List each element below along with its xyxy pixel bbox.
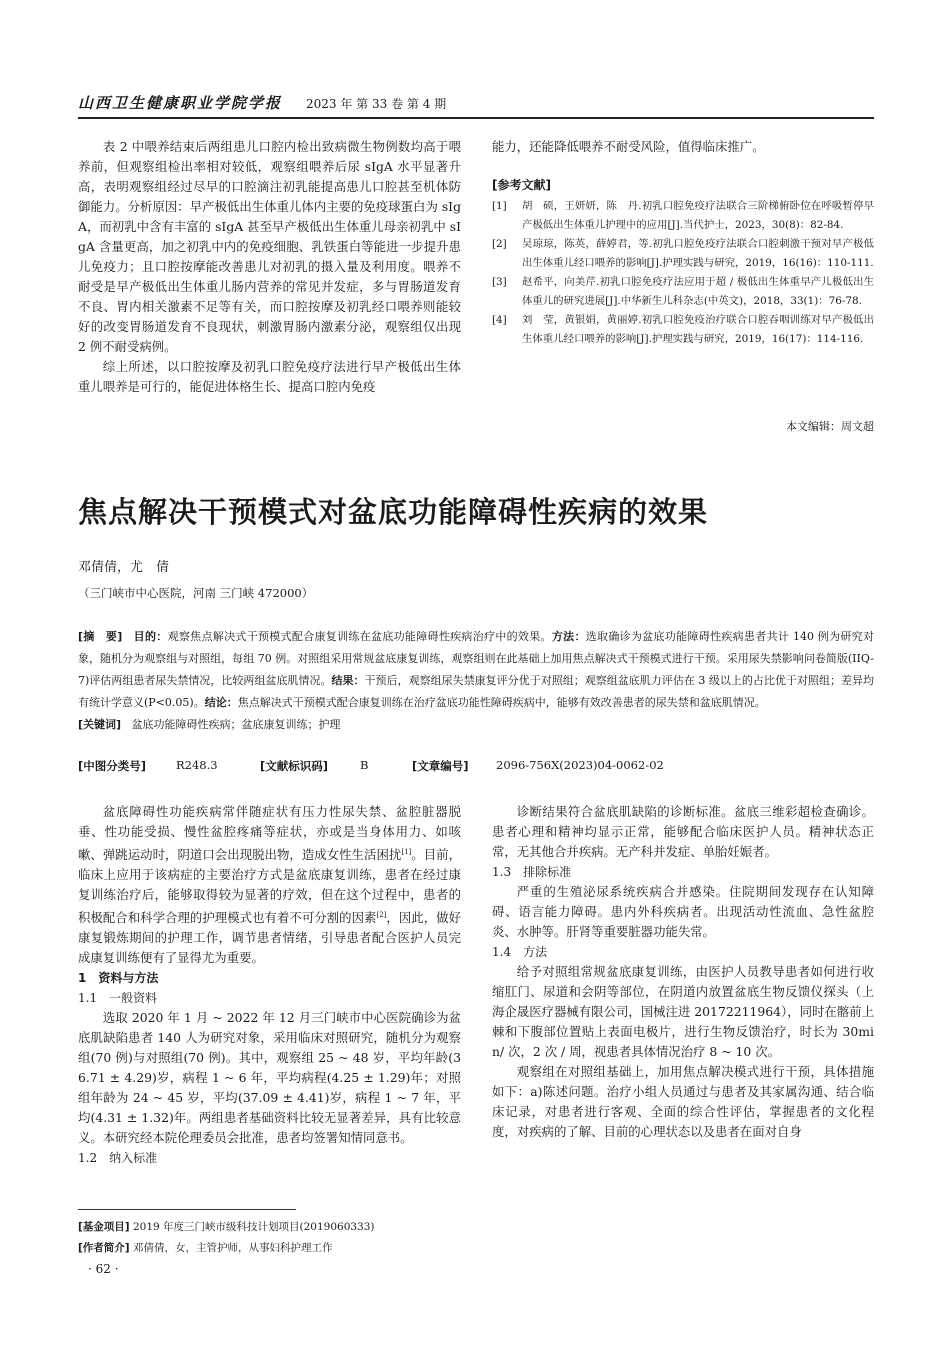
intro-text: 盆底障碍性功能疾病常伴随症状有压力性尿失禁、盆腔脏器脱垂、性功能受损、慢性盆腔疼痛等症状，亦或是当身体用力、如咳嗽、弹跳运动时，阴道口会出现脱出物，造成女性生活困扰 (78, 804, 461, 863)
journal-name: 山西卫生健康职业学院学报 (78, 94, 283, 112)
article-no-label: [文章编号] (412, 759, 469, 773)
reference-item (492, 311, 874, 349)
article-title: 焦点解决干预模式对盆底功能障碍性疾病的效果 (78, 495, 709, 529)
reference-number: [1] (492, 200, 507, 212)
body-left-column (78, 802, 461, 1168)
reference-item (492, 197, 874, 235)
clc-value: R248.3 (176, 758, 218, 772)
doc-code-value: B (360, 758, 369, 772)
method-text: 选取确诊为盆底功能障碍性疾病患者共计 140 例为研究对象，随机分为观察组与对照组，每组 70 例。对照组采用常规盆底康复训练，观察组则在此基础上加用焦点解决式干预模式进行干预。采用尿失禁影响问卷简版(IIQ-7)评估两组患者尿失禁情况，比较两组盆底肌情况。 (78, 630, 874, 687)
method-label: 方法： (551, 630, 586, 643)
author-bio-label: [作者简介] (78, 1242, 130, 1254)
citation: [2] (376, 911, 387, 920)
body-paragraph: 选取 2020 年 1 月 ~ 2022 年 12 月三门峡市中心医院确诊为盆底肌缺陷患者 140 人为研究对象，采用临床对照研究，随机分为观察组(70 例)与对照组(70 例)。其中，观察组 25 ~ 48 岁，平均年龄(36.71 ± 4.29)岁，病程 1 ~ 6 年，平均病程(4.25 ± 1.29)年；对照组年龄为 24 ~ 45 岁，平均(37.09 ± 4.41)岁，病程 1 ~ 7 年，平均(4.31 ± 1.32)年。两组患者基础资料比较无显著差异，具有比较意义。本研究经本院伦理委员会批准，患者均签署知情同意书。 (78, 1010, 461, 1146)
objective-label: 目的： (133, 630, 168, 643)
fund-text: 2019 年度三门峡市级科技计划项目(2019060333) (132, 1221, 375, 1233)
prev-article-left-column (78, 137, 461, 397)
subsection-heading: 1.2 纳入标准 (78, 1151, 158, 1166)
header-rule (78, 117, 874, 119)
result-text: 干预后，观察组尿失禁康复评分优于对照组；观察组盆底肌力评估在 3 级以上的占比优于对照组；差异均有统计学意义(P<0.05)。 (78, 674, 874, 709)
reference-number: [4] (492, 314, 507, 326)
reference-text: 赵希平，向美芹.初乳口腔免疫疗法应用于超 / 极低出生体重早产儿极低出生体重儿的研究进展[J].中华新生儿科杂志(中英文)，2018，33(1)：76-78. (522, 276, 874, 307)
references-title: [参考文献] (492, 178, 551, 192)
intro-text: ，因此，做好康复锻炼期间的护理工作，调节患者情绪，引导患者配合医护人员完成康复训练便有了显得尤为重要。 (78, 910, 462, 966)
fund-label: [基金项目] (78, 1221, 130, 1233)
classification-row (78, 758, 874, 776)
result-label: 结果： (331, 674, 365, 687)
reference-number: [2] (492, 238, 507, 250)
intro-paragraph (78, 802, 461, 968)
subsection-heading: 1.3 排除标准 (492, 865, 572, 879)
article-no-value: 2096-756X(2023)04-0062-02 (496, 758, 664, 772)
reference-text: 胡 硕，王妍妍，陈 丹.初乳口腔免疫疗法联合三阶梯俯卧位在呼吸暂停早产极低出生体重儿护理中的应用[J].当代护士，2023，30(8)：82-84. (522, 200, 874, 231)
prev-paragraph: 综上所述，以口腔按摩及初乳口腔免疫疗法进行早产极低出生体重儿喂养是可行的，能促进体格生长、提高口腔内免疫 (78, 359, 461, 394)
page-number: · 62 · (88, 1262, 119, 1276)
reference-text: 刘 莹，黄银娟，黄丽婷.初乳口腔免疫治疗联合口腔吞咽训练对早产极低出生体重儿经口喂养的影响[J].护理实践与研究，2019，16(17)：114-116. (522, 314, 874, 345)
body-paragraph: 诊断结果符合盆底肌缺陷的诊断标准。盆底三维彩超检查确诊。患者心理和精神均显示正常，能够配合临床医护人员。精神状态正常，无其他合并疾病。无产科并发症、单胎妊娠者。 (492, 804, 874, 859)
reference-number: [3] (492, 276, 507, 288)
abstract-label: [摘 要] (78, 630, 123, 643)
issue-info: 2023 年 第 33 卷 第 4 期 (306, 97, 447, 111)
section-heading: 1 资料与方法 (78, 971, 159, 986)
prev-paragraph: 表 2 中喂养结束后两组患儿口腔内检出致病微生物例数均高于喂养前，但观察组检出率相对较低，观察组喂养后尿 sIgA 水平显著升高，表明观察组经过尽早的口腔滴注初乳能提高患儿口腔甚至机体防御能力。分析原因：早产极低出生体重儿体内主要的免疫球蛋白为 sIgA，而初乳中含有丰富的 sIgA 甚至早产极低出生体重儿母亲初乳中 sIgA 含量更高，加之初乳中内的免疫细胞、乳铁蛋白等能进一步提升患儿免疫力；且口腔按摩能改善患儿对初乳的摄入量及利用度。喂养不耐受是早产极低出生体重儿肠内营养的常见并发症，多与胃肠道发育不良、胃内相关激素不足等有关，而口腔按摩及初乳经口喂养则能较好的改变胃肠道发育不良现状，刺激胃肠内激素分泌，观察组仅出现 2 例不耐受病例。 (78, 139, 461, 354)
editor-credit: 本文编辑：周文超 (786, 420, 874, 433)
author-bio-note (78, 1240, 332, 1255)
keywords-row (78, 714, 874, 736)
citation: [1] (401, 848, 412, 856)
keywords-label: [关键词] (78, 718, 122, 731)
subsection-heading: 1.4 方法 (492, 945, 548, 959)
article-affiliation: （三门峡市中心医院，河南 三门峡 472000） (78, 586, 314, 600)
keywords: 盆底功能障碍性疾病；盆底康复训练；护理 (131, 718, 341, 731)
subsection-heading: 1.1 一般资料 (78, 991, 158, 1006)
author-bio-text: 邓倩倩，女，主管护师，从事妇科护理工作 (132, 1242, 333, 1254)
clc-label: [中图分类号] (78, 759, 147, 773)
prev-article-right-column (492, 137, 874, 437)
doc-code-label: [文献标识码] (260, 759, 329, 773)
reference-item (492, 235, 874, 273)
prev-paragraph: 能力，还能降低喂养不耐受风险，值得临床推广。 (492, 139, 765, 154)
conclusion-label: 结论： (204, 696, 238, 709)
conclusion-text: 焦点解决式干预模式配合康复训练在治疗盆底功能性障碍疾病中，能够有效改善患者的尿失禁和盆底肌情况。 (237, 696, 766, 709)
abstract (78, 626, 874, 736)
intro-text: 。目前，临床上应用于该病症的主要治疗方式是盆底康复训练，患者在经过康复训练治疗后，能够取得较为显著的疗效，但在这个过程中，患者的积极配合和科学合理的护理模式也有着不可分割的因素 (78, 847, 462, 926)
fund-note (78, 1219, 375, 1234)
footnote-rule (78, 1209, 296, 1210)
objective-text: 观察焦点解决式干预模式配合康复训练在盆底功能障碍性疾病治疗中的效果。 (167, 630, 552, 643)
reference-text: 吴琼琼，陈英，薛婷君，等.初乳口腔免疫疗法联合口腔刺激干预对早产极低出生体重儿经口喂养的影响[J].护理实践与研究，2019，16(16)：110-111. (522, 238, 874, 269)
article-authors: 邓倩倩，尤 倩 (78, 560, 170, 575)
body-right-column (492, 802, 874, 1142)
body-paragraph: 给予对照组常规盆底康复训练，由医护人员教导患者如何进行收缩肛门、尿道和会阴等部位，在阴道内放置盆底生物反馈仪探头（上海企晟医疗器械有限公司，国械注进 20172211964），同时在髂前上棘和下腹部位置贴上表面电极片，进行生物反馈治疗，时长为 30min/ 次，2 次 / 周，视患者具体情况治疗 8 ~ 10 次。 (492, 964, 874, 1059)
reference-item (492, 273, 874, 311)
body-paragraph: 严重的生殖泌尿系统疾病合并感染。住院期间发现存在认知障碍、语言能力障碍。患内外科疾病者。出现活动性流血、急性盆腔炎、水肿等。肝肾等重要脏器功能失常。 (492, 884, 874, 939)
body-paragraph: 观察组在对照组基础上，加用焦点解决模式进行干预，具体措施如下：a)陈述问题。治疗小组人员通过与患者及其家属沟通、结合临床记录，对患者进行客观、全面的综合性评估，掌握患者的文化程度，对疾病的了解、目前的心理状态以及患者在面对自身 (492, 1064, 874, 1139)
